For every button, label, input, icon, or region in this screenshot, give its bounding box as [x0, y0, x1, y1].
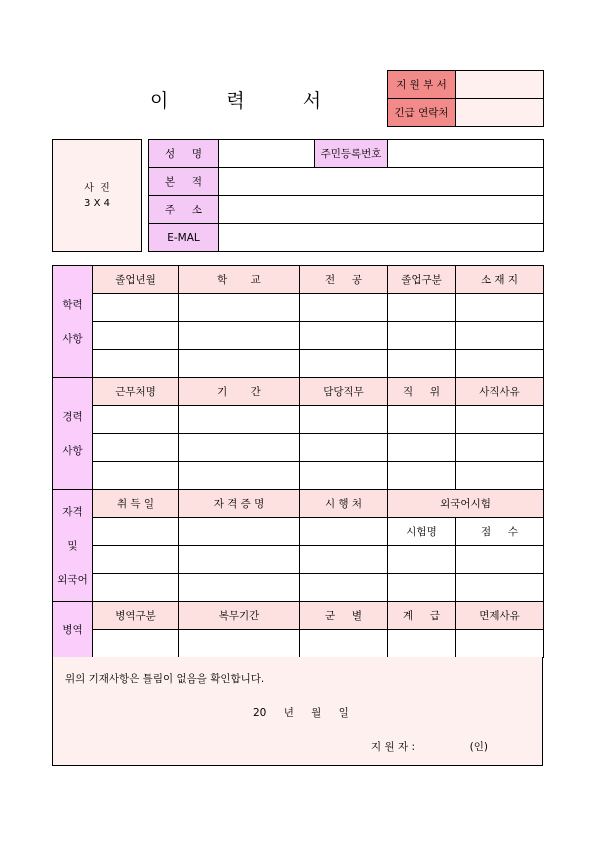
career-section-label: 경력 사항 [53, 378, 93, 490]
applicant-label: 지 원 자 : [371, 741, 415, 753]
table-row [53, 630, 544, 658]
career-header-company: 근무처명 [93, 378, 179, 406]
table-row [53, 406, 544, 434]
table-row [53, 294, 544, 322]
name-field[interactable] [219, 140, 315, 168]
license-header-issuer: 시 행 처 [300, 490, 388, 518]
hometown-label: 본 적 [149, 168, 219, 196]
language-test-name-header: 시험명 [388, 518, 456, 546]
military-header-rank: 계 급 [388, 602, 456, 630]
education-section-label: 학력 사항 [53, 266, 93, 378]
confirmation-text: 위의 기재사항은 틀림이 없음을 확인합니다. [65, 673, 265, 685]
license-header-date: 취 득 일 [93, 490, 179, 518]
table-row [53, 518, 544, 546]
rrn-label: 주민등록번호 [315, 140, 388, 168]
edu-header-graddate: 졸업년월 [93, 266, 179, 294]
name-label: 성 명 [149, 140, 219, 168]
emergency-contact-label: 긴급 연락처 [388, 99, 456, 127]
table-row [53, 350, 544, 378]
dept-field[interactable] [456, 71, 544, 99]
history-table [52, 265, 544, 658]
edu-header-major: 전 공 [300, 266, 388, 294]
email-label: E-MAL [149, 224, 219, 252]
table-row [53, 462, 544, 490]
license-header-language-test: 외국어시험 [388, 490, 544, 518]
license-section-label: 자격 및 외국어 [53, 490, 93, 602]
table-row [53, 546, 544, 574]
edu-header-school: 학 교 [179, 266, 300, 294]
confirmation-footer [52, 657, 543, 766]
military-header-branch: 군 별 [300, 602, 388, 630]
photo-box[interactable] [52, 139, 142, 252]
career-header-period: 기 간 [179, 378, 300, 406]
seal-label: (인) [469, 741, 489, 753]
edu-header-gradtype: 졸업구분 [388, 266, 456, 294]
table-row [53, 574, 544, 602]
table-row [53, 322, 544, 350]
career-header-position: 직 위 [388, 378, 456, 406]
career-header-reason: 사직사유 [456, 378, 544, 406]
military-header-period: 복무기간 [179, 602, 300, 630]
dept-label: 지 원 부 서 [388, 71, 456, 99]
photo-size: 3 X 4 [84, 197, 110, 209]
license-header-name: 자 격 증 명 [179, 490, 300, 518]
career-header-duty: 담당직무 [300, 378, 388, 406]
edu-header-location: 소 재 지 [456, 266, 544, 294]
address-field[interactable] [219, 196, 544, 224]
emergency-contact-field[interactable] [456, 99, 544, 127]
military-header-type: 병역구분 [93, 602, 179, 630]
rrn-field[interactable] [388, 140, 544, 168]
date-line: 20 년 월 일 [253, 707, 349, 719]
address-label: 주 소 [149, 196, 219, 224]
personal-info-table [148, 139, 544, 252]
applicant-line [371, 739, 488, 754]
military-header-exemption: 면제사유 [456, 602, 544, 630]
apply-info-table [387, 70, 544, 127]
photo-label: 사 진 [84, 182, 110, 194]
language-test-score-header: 점 수 [456, 518, 544, 546]
email-field[interactable] [219, 224, 544, 252]
hometown-field[interactable] [219, 168, 544, 196]
table-row [53, 434, 544, 462]
military-section-label: 병역 [53, 602, 93, 658]
document-title: 이 력 서 [150, 90, 348, 112]
